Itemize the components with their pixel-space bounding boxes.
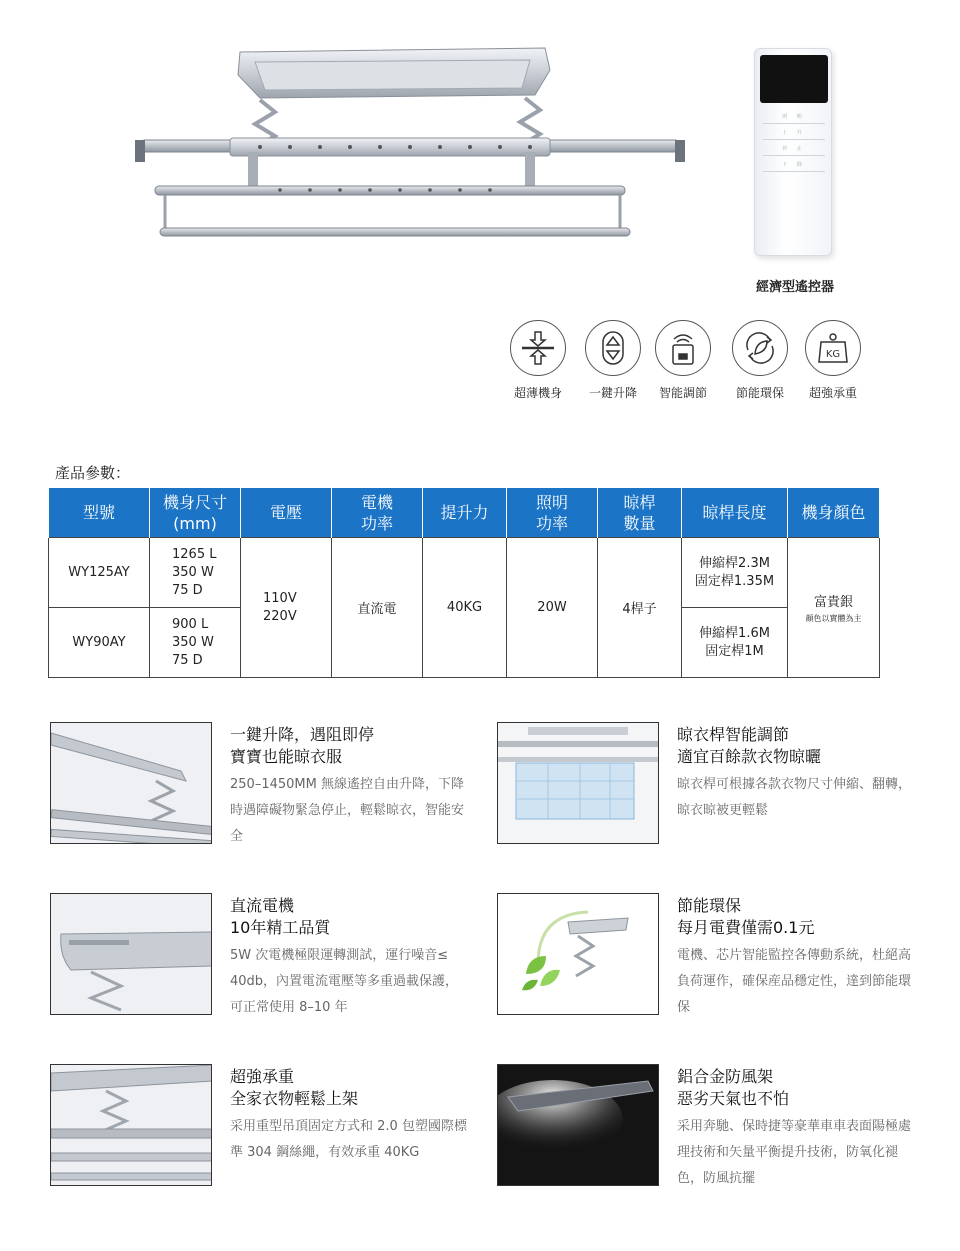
header-model: 型號 (49, 488, 150, 538)
feature-title: 鋁合金防風架 (677, 1067, 774, 1086)
feature-text (677, 895, 917, 1021)
feature-body: 5W 次電機極限運轉測試，運行噪音≤ 40db，內置電流電壓等多重過載保護，可正常使用 8–10 年 (230, 948, 459, 1015)
remote-button-light: 照 明 (763, 111, 825, 124)
feature-body: 電機、芯片智能監控各傳動系統，杜絕高負荷運作，確保産品穩定性，達到節能環保 (677, 948, 912, 1015)
feature-text (230, 1066, 470, 1166)
feature-block-motor (50, 893, 470, 1023)
feature-label: 超薄機身 (513, 386, 562, 400)
feature-image-windproof (497, 1064, 659, 1186)
cell-color (788, 538, 880, 678)
feature-text (677, 1066, 917, 1192)
header-rods-line2: 數量 (623, 513, 656, 533)
specs-header-row (49, 488, 880, 538)
size-width: 350 W (172, 564, 214, 580)
feature-block-lift (50, 722, 470, 852)
header-light (507, 488, 598, 538)
remote-button-up: 上 升 (763, 127, 825, 140)
size-depth: 75 D (172, 652, 203, 668)
cell-model: WY90AY (49, 608, 150, 678)
feature-title: 超強承重 (230, 1067, 295, 1086)
header-light-line2: 功率 (535, 513, 568, 533)
feature-subtitle: 適宜百餘款衣物晾曬 (677, 747, 822, 766)
thin-body-icon (510, 320, 566, 376)
smart-control-icon (655, 320, 711, 376)
feature-body: 晾衣桿可根據各款衣物尺寸伸縮、翻轉，晾衣晾被更輕鬆 (677, 777, 912, 818)
specs-table (48, 487, 880, 678)
feature-label: 一鍵升降 (588, 386, 637, 400)
heavy-load-icon (805, 320, 861, 376)
header-color: 機身顏色 (788, 488, 880, 538)
feature-title: 節能環保 (677, 896, 742, 915)
cell-motor: 直流電 (332, 538, 423, 678)
voltage-110: 110V (263, 590, 297, 606)
header-rod-length: 晾桿長度 (682, 488, 788, 538)
feature-block-eco (497, 893, 917, 1023)
feature-image-lift (50, 722, 212, 844)
remote-button-down: 下 降 (763, 159, 825, 172)
feature-title: 晾衣桿智能調節 (677, 725, 790, 744)
cell-size (150, 608, 241, 678)
size-depth: 75 D (172, 582, 203, 598)
cell-light: 20W (507, 538, 598, 678)
feature-image-rod-adjust (497, 722, 659, 844)
feature-block-rod-adjust (497, 722, 917, 852)
rod-telescopic: 伸縮桿2.3M (699, 555, 770, 571)
feature-smart-control (643, 320, 723, 401)
header-voltage: 電壓 (241, 488, 332, 538)
feature-eco (720, 320, 800, 401)
feature-thin-body (498, 320, 578, 401)
product-hero-image (130, 40, 690, 260)
header-motor (332, 488, 423, 538)
cell-rod-length (682, 538, 788, 608)
feature-image-eco (497, 893, 659, 1015)
feature-text (677, 724, 917, 824)
cell-size (150, 538, 241, 608)
header-motor-line2: 功率 (360, 513, 393, 533)
specs-title: 產品參數： (55, 464, 131, 482)
color-value: 富貴銀 (813, 595, 853, 610)
voltage-220: 220V (263, 608, 297, 624)
feature-text (230, 724, 470, 850)
feature-body: 采用重型吊頂固定方式和 2.0 包塑國際標準 304 鋼絲繩，有效承重 40KG (230, 1119, 467, 1160)
header-rods-line1: 晾桿 (623, 492, 656, 512)
size-length: 1265 L (172, 546, 217, 562)
header-size (150, 488, 241, 538)
table-row (49, 538, 880, 608)
feature-subtitle: 惡劣天氣也不怕 (677, 1089, 790, 1108)
rod-fixed: 固定桿1M (705, 643, 764, 659)
color-note: 顏色以實體為主 (805, 614, 862, 623)
feature-subtitle: 全家衣物輕鬆上架 (230, 1089, 359, 1108)
feature-subtitle: 每月電費僅需0.1元 (677, 918, 815, 937)
header-rods (598, 488, 682, 538)
kg-badge-text: KG (825, 349, 841, 360)
size-length: 900 L (172, 616, 209, 632)
feature-label: 超強承重 (808, 386, 857, 400)
cell-rod-length (682, 608, 788, 678)
remote-button-stop: 停 止 (763, 143, 825, 156)
remote-caption: 經濟型遙控器 (755, 280, 834, 295)
cell-model: WY125AY (49, 538, 150, 608)
cell-voltage (241, 538, 332, 678)
rod-fixed: 固定桿1.35M (694, 573, 775, 589)
one-touch-lift-icon (585, 320, 641, 376)
eco-icon (732, 320, 788, 376)
feature-one-touch-lift (573, 320, 653, 401)
feature-subtitle: 10年精工品質 (230, 918, 331, 937)
feature-body: 采用奔馳、保時捷等豪華車車表面陽極處理技術和矢量平衡提升技術，防氧化褪色，防風抗擺 (677, 1119, 912, 1186)
feature-image-load (50, 1064, 212, 1186)
header-motor-line1: 電機 (360, 492, 393, 512)
feature-title: 一鍵升降，遇阻即停 (230, 725, 375, 744)
feature-body: 250–1450MM 無線遙控自由升降，下降時遇障礙物緊急停止，輕鬆晾衣，智能安全 (230, 777, 465, 844)
feature-subtitle: 寶寶也能晾衣服 (230, 747, 343, 766)
header-size-line1: 機身尺寸 (162, 492, 227, 512)
size-width: 350 W (172, 634, 214, 650)
feature-icon-row (498, 320, 868, 400)
feature-title: 直流電機 (230, 896, 295, 915)
feature-text (230, 895, 470, 1021)
cell-lift: 40KG (423, 538, 507, 678)
feature-heavy-load (793, 320, 873, 401)
feature-image-motor (50, 893, 212, 1015)
feature-label: 智能調節 (658, 386, 707, 400)
rod-telescopic: 伸縮桿1.6M (699, 625, 770, 641)
header-lift: 提升力 (423, 488, 507, 538)
feature-label: 節能環保 (735, 386, 784, 400)
feature-block-windproof (497, 1064, 917, 1194)
cell-rods: 4桿子 (598, 538, 682, 678)
remote-screen (760, 55, 828, 103)
feature-block-load (50, 1064, 470, 1194)
header-light-line1: 照明 (535, 492, 568, 512)
remote-control-image (754, 48, 832, 256)
header-size-line2: (mm) (173, 513, 217, 533)
